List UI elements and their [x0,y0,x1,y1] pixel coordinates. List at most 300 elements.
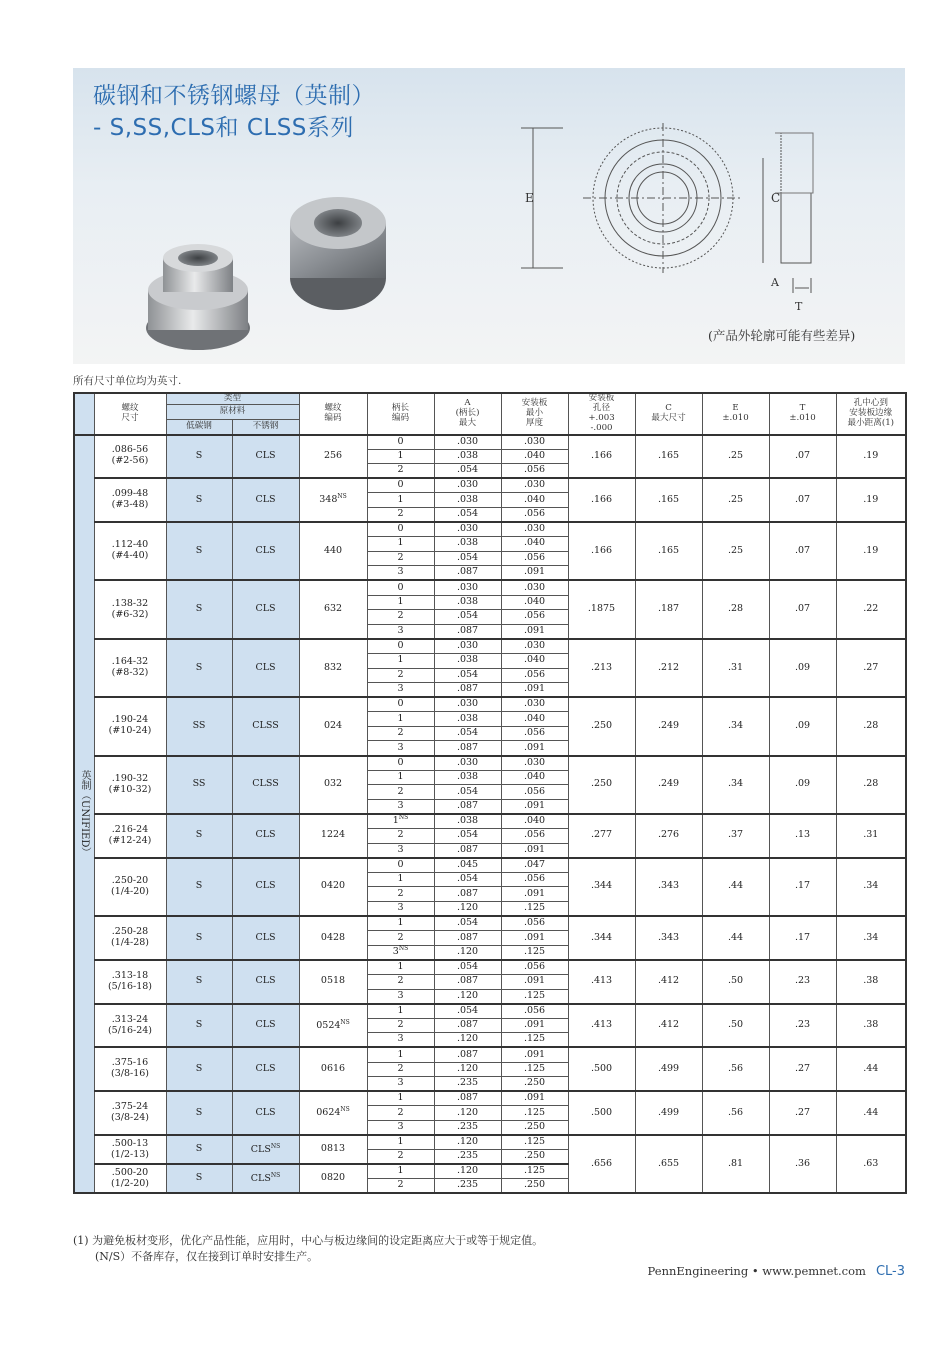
stainless-type: CLS [232,1091,299,1135]
min-thickness: .091 [501,1091,568,1106]
shank-code: 2 [367,1062,434,1077]
e-value: .28 [702,580,769,638]
t-value: .17 [769,858,836,916]
t-value: .07 [769,522,836,580]
min-thickness: .056 [501,668,568,683]
stainless-type: CLSS [232,697,299,755]
e-value: .81 [702,1135,769,1193]
dimension-diagram [513,118,883,318]
shank-code: 0 [367,478,434,493]
table-body [74,435,906,1194]
header-a: A (柄长) 最大 [434,393,501,435]
footnotes [73,1233,543,1265]
thread-code: 0420 [299,858,367,916]
min-thickness: .056 [501,551,568,566]
thread-size-cell: .375-24 (3/8-24) [94,1091,166,1135]
edge-distance: .28 [836,756,906,814]
shank-code: 1 [367,1164,434,1179]
e-value: .56 [702,1091,769,1135]
low-carbon-type: S [166,1047,232,1091]
outline-note: (产品外轮廓可能有些差异) [708,328,856,343]
hole-size: .166 [568,435,635,479]
min-thickness: .040 [501,814,568,829]
shank-code: $3^{NS}$ [367,945,434,960]
header-c: C 最大尺寸 [635,393,702,435]
title-line-1: 碳钢和不锈钢螺母（英制） [93,83,375,109]
min-thickness: .091 [501,683,568,698]
min-thickness: .125 [501,1062,568,1077]
thread-code: 0820 [299,1164,367,1193]
edge-distance: .19 [836,435,906,479]
header-stainless: 不锈钢 [232,420,299,435]
table-row [74,1004,906,1019]
min-thickness: .091 [501,799,568,814]
stainless-type: $CLS^{NS}$ [232,1164,299,1193]
c-max: .412 [635,1004,702,1048]
a-max: .235 [434,1150,501,1165]
t-value: .23 [769,960,836,1004]
low-carbon-type: S [166,1135,232,1164]
min-thickness: .056 [501,916,568,931]
e-value: .44 [702,916,769,960]
a-max: .054 [434,726,501,741]
edge-distance: .38 [836,1004,906,1048]
min-thickness: .040 [501,537,568,552]
min-thickness: .250 [501,1179,568,1194]
header-hole-size: 安装板 孔径 +.003 -.000 [568,393,635,435]
low-carbon-type: S [166,639,232,697]
c-max: .165 [635,478,702,522]
min-thickness: .056 [501,960,568,975]
low-carbon-type: SS [166,756,232,814]
spec-table [73,392,907,1194]
hole-size: .250 [568,697,635,755]
table-row [74,1047,906,1062]
min-thickness: .091 [501,843,568,858]
a-max: .087 [434,843,501,858]
a-max: .235 [434,1077,501,1092]
e-value: .34 [702,697,769,755]
e-value: .25 [702,478,769,522]
a-max: .087 [434,566,501,581]
shank-code: 0 [367,756,434,771]
shank-code: 3 [367,1120,434,1135]
c-max: .655 [635,1135,702,1193]
thread-size-cell: .250-20 (1/4-20) [94,858,166,916]
min-thickness: .250 [501,1120,568,1135]
shank-code: 3 [367,1033,434,1048]
min-thickness: .091 [501,931,568,946]
c-max: .412 [635,960,702,1004]
table-row [74,916,906,931]
min-thickness: .030 [501,639,568,654]
thread-code: 032 [299,756,367,814]
a-max: .120 [434,1164,501,1179]
thread-size-cell: .112-40 (#4-40) [94,522,166,580]
t-value: .17 [769,916,836,960]
a-max: .054 [434,1004,501,1019]
shank-code: 3 [367,902,434,917]
stainless-type: CLS [232,916,299,960]
min-thickness: .091 [501,1047,568,1062]
edge-distance: .63 [836,1135,906,1193]
table-row [74,478,906,493]
stainless-type: CLS [232,858,299,916]
min-thickness: .030 [501,522,568,537]
shank-code: 1 [367,1047,434,1062]
t-value: .09 [769,756,836,814]
stainless-type: CLS [232,522,299,580]
hole-size: .250 [568,756,635,814]
shank-code: 0 [367,697,434,712]
low-carbon-type: S [166,916,232,960]
stainless-type: CLS [232,580,299,638]
stainless-type: CLS [232,814,299,858]
low-carbon-type: S [166,435,232,479]
edge-distance: .19 [836,522,906,580]
thread-size-cell: .500-20 (1/2-20) [94,1164,166,1193]
a-max: .120 [434,1135,501,1150]
shank-code: 1 [367,595,434,610]
stainless-type: CLS [232,478,299,522]
shank-code: 2 [367,507,434,522]
table-row [74,435,906,450]
title-line-2: - S,SS,CLS和 CLSS系列 [93,115,354,141]
a-max: .054 [434,960,501,975]
min-thickness: .250 [501,1150,568,1165]
min-thickness: .030 [501,697,568,712]
t-value: .07 [769,478,836,522]
stainless-type: CLS [232,1047,299,1091]
low-carbon-type: S [166,814,232,858]
unit-note: 所有尺寸单位均为英寸. [73,375,182,387]
thread-code: 024 [299,697,367,755]
hole-size: .344 [568,858,635,916]
thread-code: $0624^{NS}$ [299,1091,367,1135]
shank-code: 2 [367,785,434,800]
stainless-type: $CLS^{NS}$ [232,1135,299,1164]
e-value: .37 [702,814,769,858]
edge-distance: .28 [836,697,906,755]
c-max: .499 [635,1047,702,1091]
hole-size: .413 [568,1004,635,1048]
thread-size-cell: .250-28 (1/4-28) [94,916,166,960]
a-max: .038 [434,493,501,508]
min-thickness: .030 [501,478,568,493]
min-thickness: .091 [501,741,568,756]
footnote-ns: (N/S）不备库存，仅在接到订单时安排生产。 [95,1250,319,1263]
a-max: .054 [434,507,501,522]
footnote-1: (1) 为避免板材变形，优化产品性能，应用时，中心与板边缘间的设定距离应大于或等于规定值。 [73,1234,544,1247]
shank-code: 1 [367,1091,434,1106]
a-max: .054 [434,785,501,800]
e-value: .44 [702,858,769,916]
header-shank-code: 柄长 编码 [367,393,434,435]
min-thickness: .040 [501,653,568,668]
thread-code: 0616 [299,1047,367,1091]
a-max: .030 [434,522,501,537]
header-low-carbon: 低碳钢 [166,420,232,435]
page-number: CL-3 [875,1264,905,1279]
c-max: .343 [635,916,702,960]
a-max: .120 [434,1106,501,1121]
min-thickness: .040 [501,770,568,785]
a-max: .087 [434,887,501,902]
shank-code: 2 [367,610,434,625]
a-max: .120 [434,1062,501,1077]
thread-code: $348^{NS}$ [299,478,367,522]
page-footer [648,1264,905,1279]
a-max: .054 [434,829,501,844]
c-max: .276 [635,814,702,858]
thread-code: 632 [299,580,367,638]
table-row [74,522,906,537]
low-carbon-type: S [166,858,232,916]
a-max: .054 [434,668,501,683]
shank-code: 3 [367,683,434,698]
side-label: 英制（UNIFIED） [74,435,94,1194]
table-row [74,960,906,975]
a-max: .087 [434,931,501,946]
a-max: .087 [434,741,501,756]
min-thickness: .030 [501,756,568,771]
shank-code: 1 [367,916,434,931]
low-carbon-type: S [166,1164,232,1193]
header-type: 类型 [166,393,299,405]
edge-distance: .27 [836,639,906,697]
hole-size: .500 [568,1091,635,1135]
min-thickness: .125 [501,1135,568,1150]
edge-distance: .19 [836,478,906,522]
edge-distance: .34 [836,858,906,916]
t-value: .36 [769,1135,836,1193]
min-thickness: .091 [501,974,568,989]
hole-size: .500 [568,1047,635,1091]
c-max: .499 [635,1091,702,1135]
shank-code: 3 [367,624,434,639]
table-row [74,756,906,771]
shank-code: 1 [367,770,434,785]
min-thickness: .056 [501,507,568,522]
shank-code: 2 [367,726,434,741]
min-thickness: .091 [501,566,568,581]
c-max: .187 [635,580,702,638]
shank-code: 1 [367,1004,434,1019]
shank-code: 1 [367,653,434,668]
thread-size-cell: .313-18 (5/16-18) [94,960,166,1004]
stainless-type: CLSS [232,756,299,814]
a-max: .235 [434,1120,501,1135]
a-max: .030 [434,639,501,654]
shank-code: 0 [367,580,434,595]
stainless-type: CLS [232,960,299,1004]
shank-code: 1 [367,449,434,464]
a-max: .120 [434,902,501,917]
low-carbon-type: S [166,580,232,638]
min-thickness: .030 [501,580,568,595]
min-thickness: .040 [501,712,568,727]
thread-code: 1224 [299,814,367,858]
thread-code: 832 [299,639,367,697]
e-value: .34 [702,756,769,814]
table-row [74,1091,906,1106]
a-max: .087 [434,974,501,989]
thread-size-cell: .500-13 (1/2-13) [94,1135,166,1164]
shank-code: 3 [367,741,434,756]
shank-code: 2 [367,931,434,946]
a-max: .054 [434,916,501,931]
min-thickness: .091 [501,624,568,639]
shank-code: 2 [367,1018,434,1033]
table-row [74,814,906,829]
edge-distance: .44 [836,1047,906,1091]
min-thickness: .125 [501,1164,568,1179]
thread-code: 440 [299,522,367,580]
a-max: .054 [434,551,501,566]
a-max: .087 [434,1047,501,1062]
hole-size: .344 [568,916,635,960]
a-max: .054 [434,610,501,625]
low-carbon-type: S [166,522,232,580]
c-max: .165 [635,522,702,580]
hole-size: .413 [568,960,635,1004]
e-value: .31 [702,639,769,697]
dim-e-label: E [525,191,534,205]
shank-code: 1 [367,1135,434,1150]
thread-size-cell: .375-16 (3/8-16) [94,1047,166,1091]
min-thickness: .125 [501,902,568,917]
min-thickness: .125 [501,1106,568,1121]
stainless-type: CLS [232,1004,299,1048]
a-max: .030 [434,756,501,771]
shank-code: 1 [367,537,434,552]
a-max: .120 [434,1033,501,1048]
min-thickness: .250 [501,1077,568,1092]
shank-code: 1 [367,493,434,508]
shank-code: 2 [367,1179,434,1194]
low-carbon-type: SS [166,697,232,755]
e-value: .50 [702,960,769,1004]
min-thickness: .125 [501,1033,568,1048]
shank-code: 2 [367,464,434,479]
min-thickness: .056 [501,872,568,887]
table-row [74,1135,906,1150]
shank-code: $1^{NS}$ [367,814,434,829]
hole-size: .656 [568,1135,635,1193]
hole-size: .277 [568,814,635,858]
t-value: .23 [769,1004,836,1048]
a-max: .038 [434,537,501,552]
a-max: .030 [434,580,501,595]
thread-size-cell: .190-32 (#10-32) [94,756,166,814]
hole-size: .166 [568,522,635,580]
header-min-thickness: 安装板 最小 厚度 [501,393,568,435]
a-max: .038 [434,595,501,610]
table-header [74,393,906,435]
shank-code: 2 [367,829,434,844]
min-thickness: .091 [501,1018,568,1033]
dim-a-label: A [771,276,779,289]
shank-code: 0 [367,522,434,537]
t-value: .07 [769,580,836,638]
header-edge-distance: 孔中心到 安装板边缘 最小距离(1) [836,393,906,435]
min-thickness: .040 [501,449,568,464]
shank-code: 2 [367,668,434,683]
thread-size-cell: .216-24 (#12-24) [94,814,166,858]
shank-code: 1 [367,712,434,727]
thread-code: $0524^{NS}$ [299,1004,367,1048]
shank-code: 1 [367,872,434,887]
thread-code: 0428 [299,916,367,960]
dim-t-label: T [795,300,803,313]
min-thickness: .056 [501,829,568,844]
product-banner [73,68,905,364]
hole-size: .1875 [568,580,635,638]
hole-size: .213 [568,639,635,697]
table-row [74,697,906,712]
a-max: .030 [434,435,501,450]
header-e: E ±.010 [702,393,769,435]
header-t: T ±.010 [769,393,836,435]
header-thread-size: 螺纹 尺寸 [94,393,166,435]
thread-size-cell: .190-24 (#10-24) [94,697,166,755]
e-value: .25 [702,522,769,580]
shank-code: 3 [367,799,434,814]
e-value: .50 [702,1004,769,1048]
a-max: .087 [434,1018,501,1033]
thread-size-cell: .313-24 (5/16-24) [94,1004,166,1048]
t-value: .09 [769,639,836,697]
a-max: .087 [434,799,501,814]
a-max: .030 [434,697,501,712]
c-max: .343 [635,858,702,916]
edge-distance: .22 [836,580,906,638]
a-max: .030 [434,478,501,493]
low-carbon-type: S [166,960,232,1004]
table-row [74,580,906,595]
a-max: .038 [434,712,501,727]
c-max: .249 [635,697,702,755]
dim-c-label: C [771,191,781,205]
min-thickness: .056 [501,726,568,741]
e-value: .56 [702,1047,769,1091]
t-value: .27 [769,1047,836,1091]
table-row [74,858,906,873]
c-max: .249 [635,756,702,814]
a-max: .038 [434,814,501,829]
a-max: .038 [434,653,501,668]
stainless-type: CLS [232,639,299,697]
shank-code: 0 [367,858,434,873]
t-value: .07 [769,435,836,479]
edge-distance: .31 [836,814,906,858]
thread-code: 0518 [299,960,367,1004]
a-max: .054 [434,464,501,479]
a-max: .038 [434,449,501,464]
a-max: .120 [434,945,501,960]
header-thread-code: 螺纹 编码 [299,393,367,435]
min-thickness: .125 [501,989,568,1004]
a-max: .087 [434,1091,501,1106]
min-thickness: .030 [501,435,568,450]
shank-code: 3 [367,989,434,1004]
a-max: .120 [434,989,501,1004]
stainless-type: CLS [232,435,299,479]
shank-code: 3 [367,1077,434,1092]
header-material: 原材料 [166,405,299,420]
min-thickness: .040 [501,595,568,610]
shank-code: 2 [367,1106,434,1121]
